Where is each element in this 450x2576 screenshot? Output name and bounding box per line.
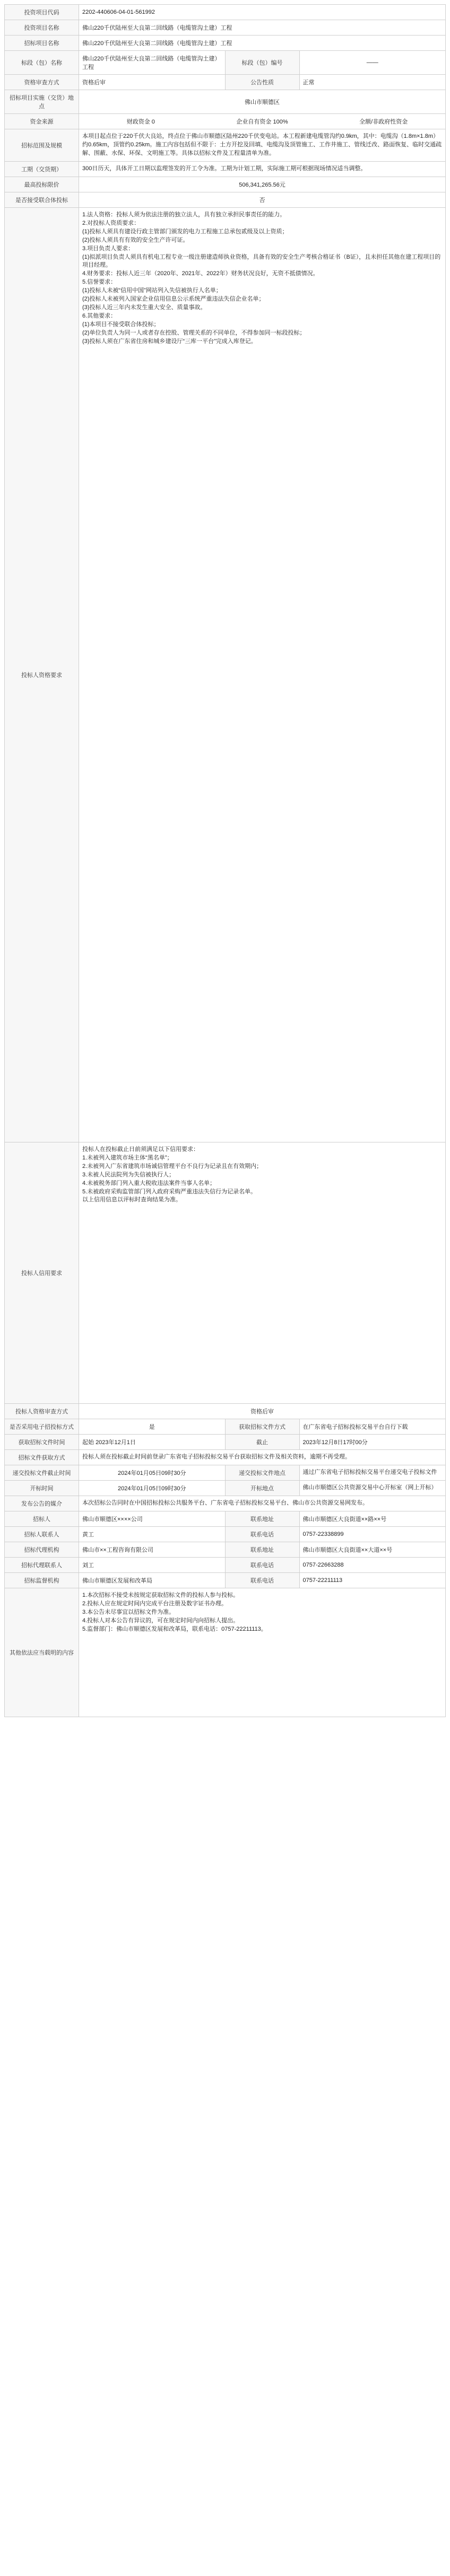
- label-submit-place: 递交投标文件地点: [225, 1465, 299, 1480]
- value-max-price: 506,341,265.56元: [79, 177, 446, 192]
- row-announcement: [5, 1496, 446, 1511]
- value-opening-place: 佛山市顺德区公共资源交易中心开标室（网上开标）: [299, 1480, 446, 1496]
- row-tender-project-name: [5, 36, 446, 51]
- value-tenderer-addr: 佛山市顺德区大良街道××路××号: [299, 1511, 446, 1526]
- tender-announcement: [4, 4, 446, 1717]
- fund-self-label: 企业自有资金: [236, 119, 272, 125]
- value-doc-fee: 投标人须在投标截止时间前登录广东省电子招标投标交易平台获取招标文件及相关资料，逾期不再受理。: [79, 1449, 446, 1465]
- row-qualification: [5, 207, 446, 1142]
- label-publish-method: 公告性质: [225, 75, 299, 90]
- value-doc-end: 2023年12月8日17时00分: [299, 1434, 446, 1449]
- label-opening-place: 开标地点: [225, 1480, 299, 1496]
- value-period: 300日历天，具体开工日期以监理签发的开工令为准。工期为计划工期，实际施工期可根据现场情况适当调整。: [79, 161, 446, 177]
- value-qualification: 1.法人资格：投标人须为依法注册的独立法人，具有独立承担民事责任的能力。 2.对投标人资质要求： (1)投标人须具有建设行政主管部门颁发的电力工程施工总承包贰级及以上资质； (2)投标人须具有有效的安全生产许可证。 3.项目负责人要求： (1)拟派项目负责人须具有机电工程专业一级注册建造师执业资格，具备有效的安全生产考核合格证书（B证），且未担任其他在建工程项目的项目经理。 4.财务要求：投标人近三年（2020年、2021年、2022年）财务状况良好，无资不抵债情况。 5.信誉要求： (1)投标人未被“信用中国”网站列入失信被执行人名单； (2)投标人未被列入国家企业信用信息公示系统严重违法失信企业名单； (3)投标人近三年内未发生重大安全、质量事故。 6.其他要求： (1)本项目不接受联合体投标； (2)单位负责人为同一人或者存在控股、管理关系的不同单位，不得参加同一标段投标； (3)投标人须在广东省住房和城乡建设厅“三库一平台”完成入库登记。: [79, 207, 446, 1142]
- row-opening: [5, 1480, 446, 1496]
- value-tender-project-name: 佛山220千伏陆州至大良第二回线路（电缆管沟土建）工程: [79, 36, 446, 51]
- label-project-name: 投资项目名称: [5, 20, 79, 36]
- row-agent-contact: [5, 1557, 446, 1572]
- value-tender-type: 资格后审: [79, 75, 226, 90]
- label-location: 招标项目实施（交货）地点: [5, 90, 79, 114]
- fund-gov: [82, 117, 200, 126]
- row-lot: [5, 51, 446, 75]
- row-location: [5, 90, 446, 114]
- fund-self-value: 100%: [273, 119, 288, 125]
- row-period: [5, 161, 446, 177]
- label-agent-addr: 联系地址: [225, 1542, 299, 1557]
- label-announcement: 发布公告的媒介: [5, 1496, 79, 1511]
- value-doc-start: [79, 1434, 226, 1449]
- row-tenderer: [5, 1511, 446, 1526]
- label-download: 获取招标文件方式: [225, 1419, 299, 1434]
- row-project-code: [5, 5, 446, 20]
- row-credit: [5, 1142, 446, 1403]
- label-tender-project-name: 招标项目名称: [5, 36, 79, 51]
- label-lot: 标段（包）名称: [5, 51, 79, 75]
- row-electronic: [5, 1419, 446, 1434]
- row-doc-fee: [5, 1449, 446, 1465]
- label-evaluation: 投标人资格审查方式: [5, 1403, 79, 1419]
- label-scope: 招标范围及规模: [5, 129, 79, 162]
- fund-gov-value: 0: [151, 119, 155, 125]
- value-scope: 本项目起点位于220千伏大良站，终点位于佛山市顺德区陆州220千伏变电站。本工程新建电缆管沟约0.9km，其中：电缆沟（1.8m×1.8m）约0.65km，顶管约0.25km。施工内容包括但不限于：土方开挖及回填、电缆沟及顶管施工、工作井施工、管线迁改、路面恢复、临时交通疏解、围蔽、水保、环保、文明施工等。具体以招标文件及工程量清单为准。: [79, 129, 446, 162]
- value-lot-code: ——: [299, 51, 446, 75]
- label-doc-fee: 招标文件获取方式: [5, 1449, 79, 1465]
- row-tender-type: [5, 75, 446, 90]
- fund-self: [204, 117, 321, 126]
- value-tenderer: 佛山市顺德区××××公司: [79, 1511, 226, 1526]
- row-max-price: [5, 177, 446, 192]
- label-max-price: 最高投标限价: [5, 177, 79, 192]
- value-submit: 2024年01月05日09时30分: [79, 1465, 226, 1480]
- value-other: 1.本次招标不接受未按规定获取招标文件的投标人参与投标。 2.投标人应在规定时间内完成平台注册及数字证书办理。 3.本公告未尽事宜以招标文件为准。 4.投标人对本公告有异议的，可在规定时间内向招标人提出。 5.监督部门：佛山市顺德区发展和改革局，联系电话：0757-22211113。: [79, 1588, 446, 1717]
- label-lot-code: 标段（包）编号: [225, 51, 299, 75]
- value-download[interactable]: 在广东省电子招标投标交易平台自行下载: [299, 1419, 446, 1434]
- label-tender-type: 资格审查方式: [5, 75, 79, 90]
- label-other: 其他依法应当载明的内容: [5, 1588, 79, 1717]
- row-other: [5, 1588, 446, 1717]
- value-agent: 佛山市××工程咨询有限公司: [79, 1542, 226, 1557]
- value-electronic: 是: [79, 1419, 226, 1434]
- value-agent-addr: 佛山市顺德区大良街道××大道××号: [299, 1542, 446, 1557]
- label-tenderer-contact: 招标人联系人: [5, 1526, 79, 1542]
- label-tenderer-tel: 联系电话: [225, 1526, 299, 1542]
- value-agent-tel: 0757-22663288: [299, 1557, 446, 1572]
- label-qualification: 投标人资格要求: [5, 207, 79, 1142]
- value-project-code: 2202-440606-04-01-561992: [79, 5, 446, 20]
- value-joint: 否: [79, 192, 446, 207]
- row-submit: [5, 1465, 446, 1480]
- value-supervise-tel: 0757-22211113: [299, 1572, 446, 1588]
- fund-gov-label: 财政资金: [126, 119, 150, 125]
- row-joint: [5, 192, 446, 207]
- row-tenderer-contact: [5, 1526, 446, 1542]
- label-doc-period: 获取招标文件时间: [5, 1434, 79, 1449]
- label-joint: 是否接受联合体投标: [5, 192, 79, 207]
- info-table: [4, 4, 446, 1717]
- value-tenderer-tel: 0757-22338899: [299, 1526, 446, 1542]
- row-evaluation: [5, 1403, 446, 1419]
- value-project-name: 佛山220千伏陆州至大良第二回线路（电缆管沟土建）工程: [79, 20, 446, 36]
- value-credit: 投标人在投标截止日前须满足以下信用要求： 1.未被列入建筑市场主体“黑名单”； 2.未被列入广东省建筑市场诚信管理平台不良行为记录且在有效期内； 3.未被人民法院列为失信被执行人； 4.未被税务部门列入重大税收违法案件当事人名单； 5.未被政府采购监管部门列入政府采购严重违法失信行为记录名单。 以上信用信息以评标时查询结果为准。: [79, 1142, 446, 1403]
- value-announcement: 本次招标公告同时在中国招标投标公共服务平台、广东省电子招标投标交易平台、佛山市公共资源交易网发布。: [79, 1496, 446, 1511]
- fund-other: [325, 117, 442, 126]
- label-fund-source: 资金来源: [5, 114, 79, 129]
- value-publish-method: 正常: [299, 75, 446, 90]
- label-period: 工期（交货期）: [5, 161, 79, 177]
- row-project-name: [5, 20, 446, 36]
- label-credit: 投标人信用要求: [5, 1142, 79, 1403]
- value-lot-name: 佛山220千伏陆州至大良第二回线路（电缆管沟土建）工程: [79, 51, 226, 75]
- label-submit: 递交投标文件截止时间: [5, 1465, 79, 1480]
- label-supervise: 招标监督机构: [5, 1572, 79, 1588]
- value-agent-contact: 刘工: [79, 1557, 226, 1572]
- doc-start-label: 起始: [82, 1439, 94, 1446]
- value-evaluation: 资格后审: [79, 1403, 446, 1419]
- label-doc-end: 截止: [225, 1434, 299, 1449]
- value-supervise: 佛山市顺德区发展和改革局: [79, 1572, 226, 1588]
- row-doc-period: [5, 1434, 446, 1449]
- label-electronic: 是否采用电子招投标方式: [5, 1419, 79, 1434]
- row-agent: [5, 1542, 446, 1557]
- value-location: 佛山市顺德区: [79, 90, 446, 114]
- label-opening: 开标时间: [5, 1480, 79, 1496]
- label-project-code: 投资项目代码: [5, 5, 79, 20]
- label-agent-contact: 招标代理联系人: [5, 1557, 79, 1572]
- label-tenderer-addr: 联系地址: [225, 1511, 299, 1526]
- label-agent: 招标代理机构: [5, 1542, 79, 1557]
- value-tenderer-contact: 黄工: [79, 1526, 226, 1542]
- label-tenderer: 招标人: [5, 1511, 79, 1526]
- value-opening: 2024年01月05日09时30分: [79, 1480, 226, 1496]
- row-scope: [5, 129, 446, 162]
- fund-source-grid: [82, 117, 442, 126]
- fund-source-cell: [79, 114, 446, 129]
- label-agent-tel: 联系电话: [225, 1557, 299, 1572]
- label-supervise-tel: 联系电话: [225, 1572, 299, 1588]
- row-fund-source: [5, 114, 446, 129]
- value-submit-place: 通过广东省电子招标投标交易平台递交电子投标文件: [299, 1465, 446, 1480]
- row-supervise: [5, 1572, 446, 1588]
- fund-other-label: 全额/非政府性资金: [359, 119, 408, 125]
- doc-start: 2023年12月1日: [96, 1439, 136, 1446]
